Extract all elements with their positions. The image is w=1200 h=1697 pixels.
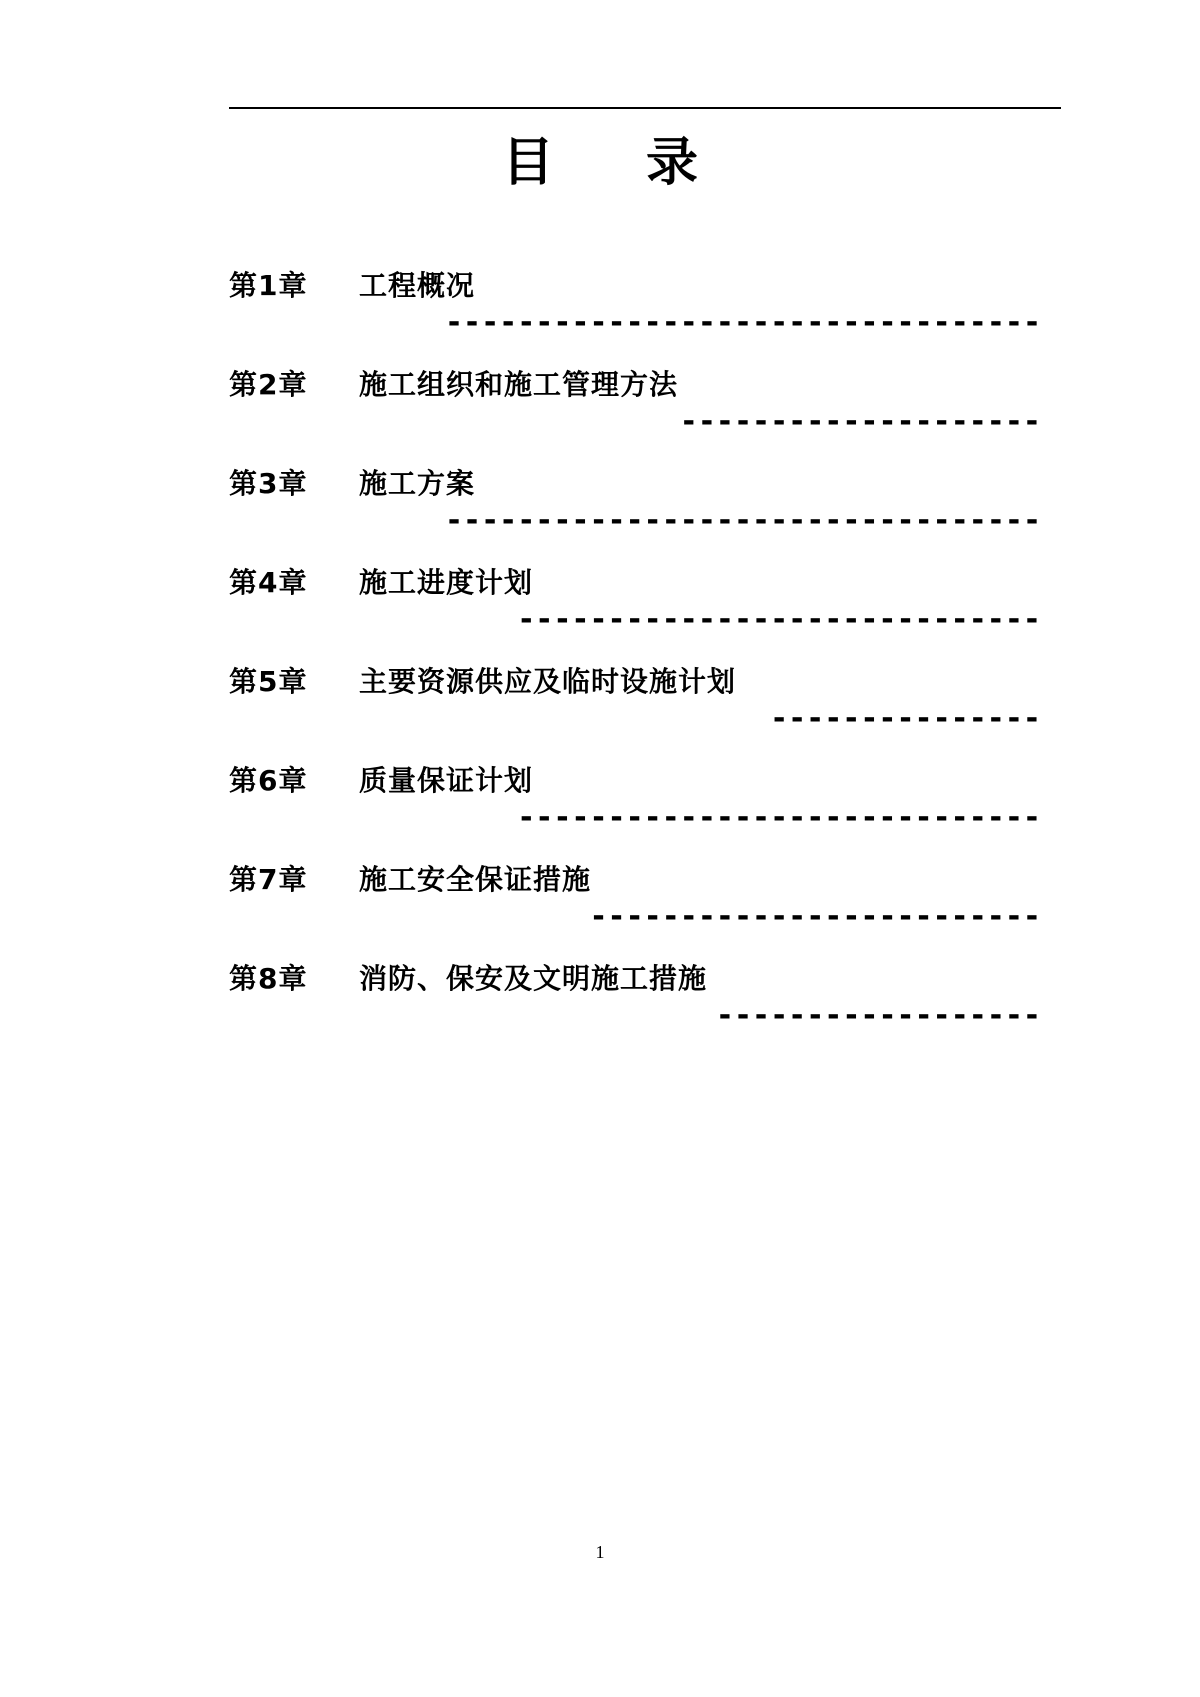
toc-entry-7[interactable] (229, 852, 1041, 951)
toc-entry-8[interactable] (229, 951, 1041, 1050)
toc-entry-3[interactable] (229, 456, 1041, 555)
toc-entry-text (229, 852, 591, 908)
toc-leader: ----------------------------- (517, 803, 1041, 833)
toc-entry-text (229, 654, 736, 710)
toc-title-char-2: 录 (646, 133, 699, 193)
chapter-title: 施工进度计划 (359, 566, 534, 599)
toc-leader: ------------------------- (589, 902, 1041, 932)
toc-leader: --------------------------------- (444, 308, 1041, 338)
chapter-title: 主要资源供应及临时设施计划 (359, 665, 737, 698)
toc-entry-2[interactable] (229, 357, 1041, 456)
toc-entry-text (229, 258, 475, 314)
chapter-number: 第1章 (229, 269, 308, 302)
toc-entry-text (229, 753, 533, 809)
toc-leader: --------------- (770, 704, 1041, 734)
chapter-number: 第5章 (229, 665, 308, 698)
toc-leader: ----------------------------- (517, 605, 1041, 635)
chapter-number: 第3章 (229, 467, 308, 500)
page-number: 1 (595, 1542, 605, 1562)
chapter-number: 第8章 (229, 962, 308, 995)
toc-leader: -------------------- (679, 407, 1041, 437)
chapter-number: 第6章 (229, 764, 308, 797)
chapter-title: 施工组织和施工管理方法 (359, 368, 679, 401)
chapter-number: 第2章 (229, 368, 308, 401)
toc-title-char-1: 目 (501, 133, 554, 193)
toc-entry-text (229, 357, 678, 413)
chapter-number: 第7章 (229, 863, 308, 896)
toc-leader: ------------------ (715, 1001, 1041, 1031)
toc-entry-1[interactable] (229, 258, 1041, 357)
toc-title (0, 128, 1200, 198)
toc-entry-5[interactable] (229, 654, 1041, 753)
chapter-title: 质量保证计划 (359, 764, 534, 797)
toc-leader: --------------------------------- (444, 506, 1041, 536)
toc-entry-text (229, 456, 475, 512)
toc-entry-4[interactable] (229, 555, 1041, 654)
toc-entry-text (229, 555, 533, 611)
chapter-title: 工程概况 (359, 269, 476, 302)
toc-entry-6[interactable] (229, 753, 1041, 852)
chapter-title: 施工方案 (359, 467, 476, 500)
toc-list (229, 258, 1041, 1050)
toc-entry-text (229, 951, 707, 1007)
header-rule (229, 107, 1061, 109)
chapter-title: 施工安全保证措施 (359, 863, 592, 896)
chapter-title: 消防、保安及文明施工措施 (359, 962, 708, 995)
chapter-number: 第4章 (229, 566, 308, 599)
